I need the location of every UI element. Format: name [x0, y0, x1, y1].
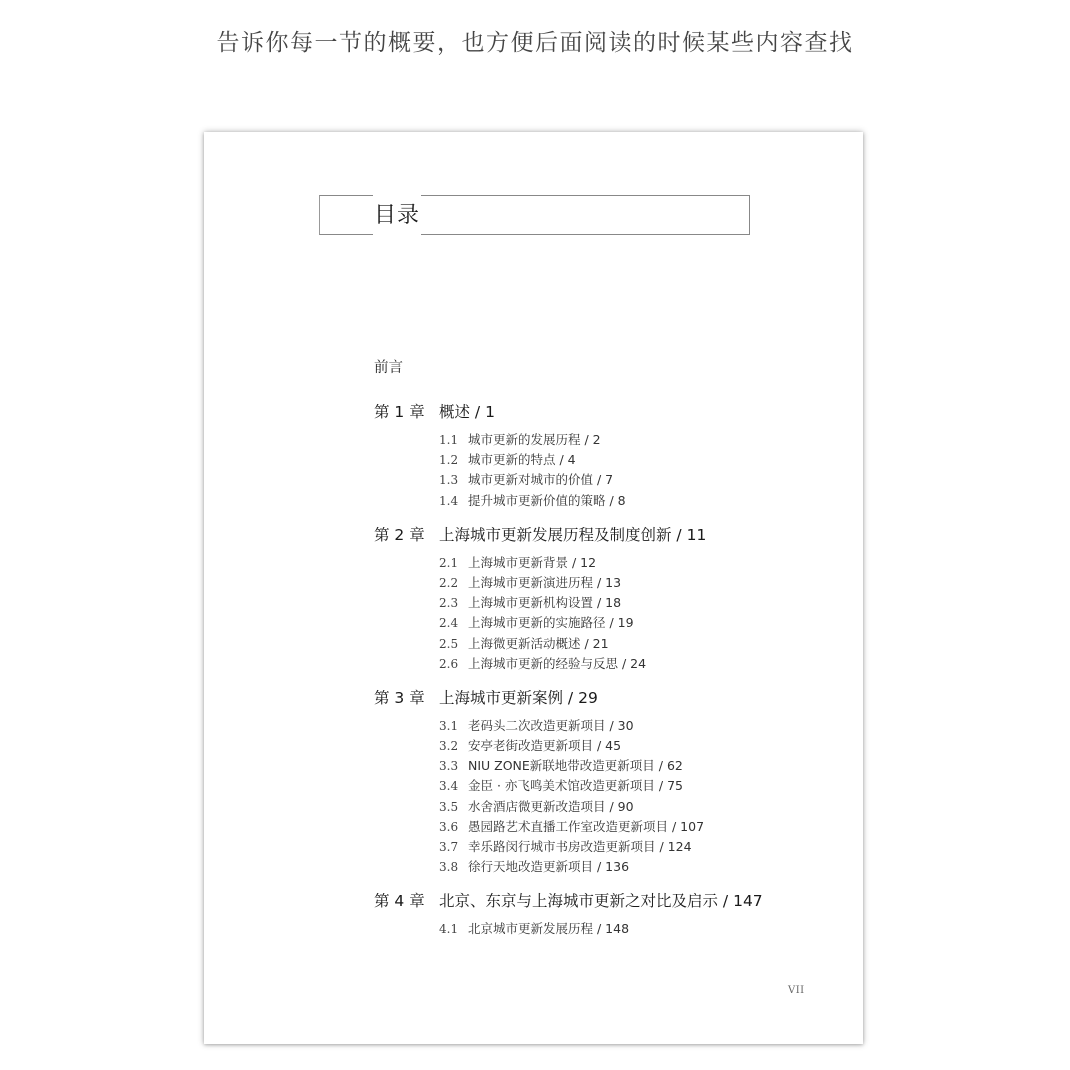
section-title: 金臣 · 亦飞鸣美术馆改造更新项目 / 75 [468, 778, 683, 794]
section-entry [439, 756, 844, 776]
section-entry [439, 654, 844, 674]
chapter-title: 上海城市更新发展历程及制度创新 / 11 [439, 525, 707, 544]
section-entry [439, 857, 844, 877]
chapter-4-sections [374, 919, 844, 939]
section-title: 水舍酒店微更新改造项目 / 90 [468, 798, 634, 814]
section-entry [439, 491, 844, 511]
section-number: 3.4 [439, 779, 459, 794]
section-entry [439, 837, 844, 857]
section-title: 城市更新的特点 / 4 [468, 452, 576, 468]
chapter-number: 第 2 章 [374, 525, 425, 544]
section-number: 3.6 [439, 819, 459, 834]
chapter-1-heading [374, 400, 844, 424]
chapter-number: 第 4 章 [374, 892, 425, 911]
section-number: 2.5 [439, 636, 459, 651]
section-entry [439, 776, 844, 796]
section-number: 1.1 [439, 433, 459, 447]
chapter-2-heading [374, 523, 844, 547]
section-entry [439, 716, 844, 736]
section-number: 3.8 [439, 860, 459, 875]
section-title: 城市更新的发展历程 / 2 [468, 432, 601, 447]
section-title: NIU ZONE新联地带改造更新项目 / 62 [468, 758, 683, 774]
section-title: 愚园路艺术直播工作室改造更新项目 / 107 [468, 818, 705, 834]
section-title: 上海微更新活动概述 / 21 [468, 635, 609, 651]
chapter-1-sections [374, 430, 844, 511]
section-number: 3.7 [439, 840, 459, 854]
book-page [204, 132, 863, 1044]
section-title: 徐行天地改造更新项目 / 136 [468, 859, 630, 875]
chapter-number: 第 3 章 [374, 688, 425, 707]
section-number: 3.1 [439, 718, 459, 733]
chapter-2-sections [374, 553, 844, 674]
section-title: 幸乐路闵行城市书房改造更新项目 / 124 [468, 839, 692, 854]
chapter-title: 北京、东京与上海城市更新之对比及启示 / 147 [439, 892, 763, 911]
preface-entry: 前言 [374, 360, 403, 376]
section-title: 老码头二次改造更新项目 / 30 [468, 717, 634, 733]
section-entry [439, 634, 844, 654]
chapter-title: 上海城市更新案例 / 29 [439, 688, 598, 707]
section-number: 1.2 [439, 453, 459, 468]
section-entry [439, 450, 844, 470]
chapter-3-sections [374, 716, 844, 878]
caption-text: 告诉你每一节的概要，也方便后面阅读的时候某些内容查找 [216, 30, 854, 56]
section-entry [439, 553, 844, 573]
section-number: 2.2 [439, 575, 459, 590]
chapter-number: 第 1 章 [374, 403, 425, 421]
section-entry [439, 817, 844, 837]
section-number: 3.5 [439, 799, 459, 814]
section-title: 上海城市更新的经验与反思 / 24 [468, 655, 647, 671]
chapter-3-heading [374, 686, 844, 710]
section-number: 4.1 [439, 922, 459, 937]
chapter-4-heading [374, 889, 844, 913]
section-number: 1.4 [439, 493, 459, 508]
section-title: 上海城市更新的实施路径 / 19 [468, 615, 634, 631]
section-number: 3.2 [439, 739, 459, 754]
page-number: VII [788, 985, 805, 996]
section-entry [439, 613, 844, 633]
section-number: 2.1 [439, 555, 459, 570]
page-title: 目录 [374, 203, 421, 228]
section-title: 北京城市更新发展历程 / 148 [468, 921, 630, 937]
section-entry [439, 430, 844, 450]
chapter-title: 概述 / 1 [439, 403, 495, 421]
section-number: 2.6 [439, 656, 459, 671]
section-entry [439, 470, 844, 490]
section-number: 3.3 [439, 759, 459, 774]
section-entry [439, 797, 844, 817]
section-title: 城市更新对城市的价值 / 7 [468, 472, 614, 488]
section-entry [439, 593, 844, 613]
section-number: 2.3 [439, 596, 459, 611]
section-title: 提升城市更新价值的策略 / 8 [468, 492, 626, 508]
section-entry [439, 573, 844, 593]
section-entry [439, 736, 844, 756]
section-title: 上海城市更新演进历程 / 13 [468, 574, 622, 590]
section-number: 2.4 [439, 616, 459, 631]
section-number: 1.3 [439, 473, 459, 488]
section-title: 安亭老街改造更新项目 / 45 [468, 738, 622, 754]
section-entry [439, 919, 844, 939]
section-title: 上海城市更新机构设置 / 18 [468, 595, 622, 611]
table-of-contents [374, 356, 844, 952]
section-title: 上海城市更新背景 / 12 [468, 554, 597, 570]
